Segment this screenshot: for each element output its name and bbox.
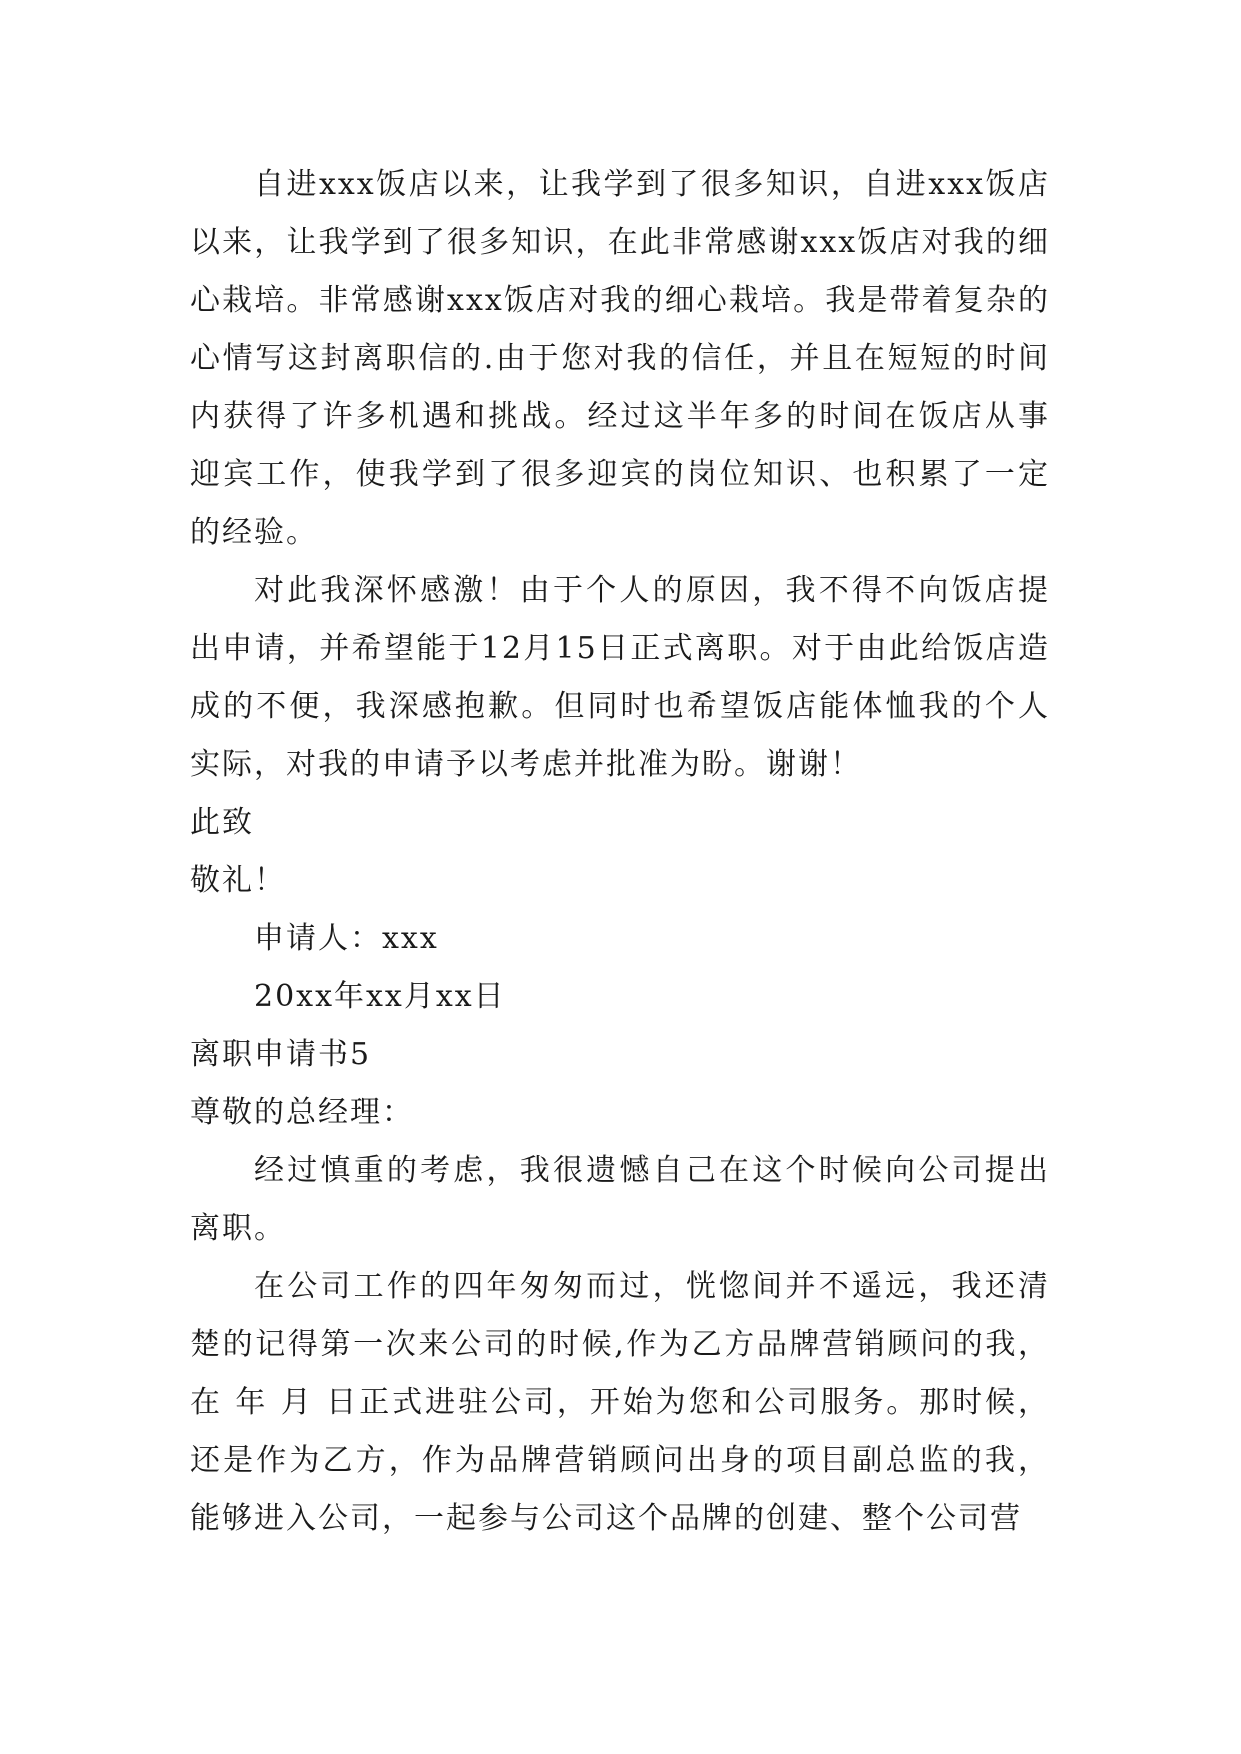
salutation: 尊敬的总经理： [190,1095,414,1130]
paragraph-gratitude: 自进xxx饭店以来，让我学到了很多知识，自进xxx饭店以来，让我学到了很多知识，在此非常感谢xxx饭店对我的细心栽培。非常感谢xxx饭店对我的细心栽培。我是带着复杂的心情写这封离职信的.由于您对我的信任，并且在短短的时间内获得了许多机遇和挑战。经过这半年多的时间在饭店从事迎宾工作，使我学到了很多迎宾的岗位知识、也积累了一定的经验。 [190,167,1050,550]
signature-date: 20xx年xx月xx日 [254,979,506,1014]
paragraph-work-history: 在公司工作的四年匆匆而过，恍惚间并不遥远，我还清楚的记得第一次来公司的时候,作为乙方品牌营销顾问的我，在 年 月 日正式进驻公司，开始为您和公司服务。那时候，还是作为乙方，作为品牌营销顾问出身的项目副总监的我，能够进入公司，一起参与公司这个品牌的创建、整个公司营 [190,1269,1050,1536]
section-title: 离职申请书5 [190,1037,372,1072]
closing-line-2: 敬礼！ [190,863,286,898]
paragraph-consideration: 经过慎重的考虑，我很遗憾自己在这个时候向公司提出离职。 [190,1153,1050,1246]
closing-line-1: 此致 [190,805,254,840]
applicant-signature: 申请人：xxx [254,921,439,956]
document-body [190,156,1050,1548]
paragraph-resignation-request: 对此我深怀感激！由于个人的原因，我不得不向饭店提出申请，并希望能于12月15日正式离职。对于由此给饭店造成的不便，我深感抱歉。但同时也希望饭店能体恤我的个人实际，对我的申请予以考虑并批准为盼。谢谢！ [190,573,1050,782]
